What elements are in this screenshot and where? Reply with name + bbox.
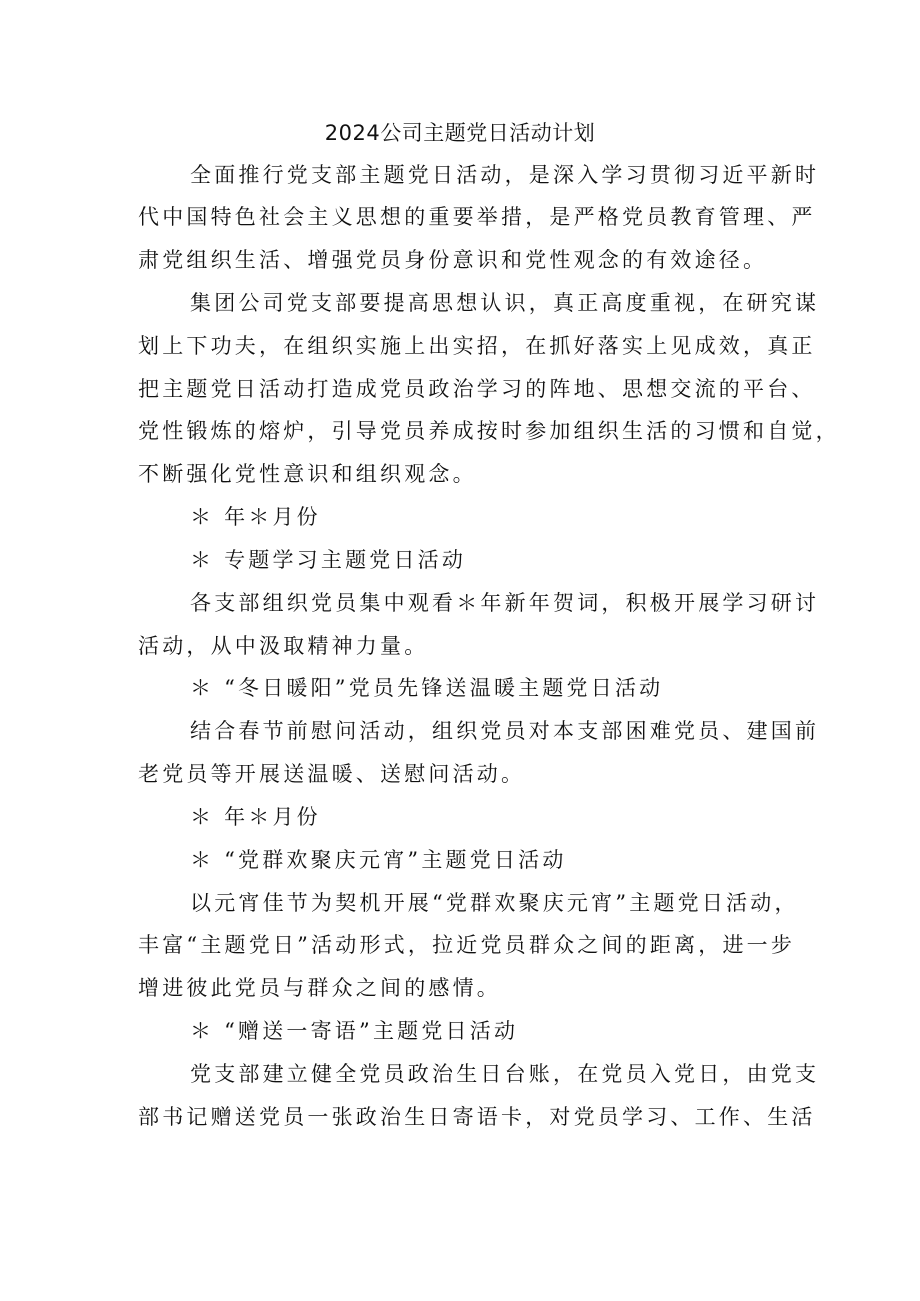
document-title: 2024公司主题党日活动计划 <box>324 121 596 145</box>
paragraph-line: 以元宵佳节为契机开展“党群欢聚庆元宵”主题党日活动， <box>190 891 799 915</box>
paragraph-line: 活动，从中汲取精神力量。 <box>138 634 429 658</box>
paragraph-line: 部书记赠送党员一张政治生日寄语卡，对党员学习、工作、生活 <box>138 1105 816 1129</box>
paragraph-line: 各支部组织党员集中观看＊年新年贺词，积极开展学习研讨 <box>190 591 820 615</box>
activity-heading: ＊ “冬日暖阳”党员先锋送温暖主题党日活动 <box>190 676 664 700</box>
paragraph-line: 党支部建立健全党员政治生日台账，在党员入党日，由党支 <box>190 1062 820 1086</box>
paragraph-line: 全面推行党支部主题党日活动，是深入学习贯彻习近平新时 <box>190 163 820 187</box>
section-heading: ＊ 年＊月份 <box>190 805 321 829</box>
paragraph-line: 增进彼此党员与群众之间的感情。 <box>138 976 501 1000</box>
paragraph-line: 把主题党日活动打造成党员政治学习的阵地、思想交流的平台、 <box>138 377 816 401</box>
paragraph-line: 结合春节前慰问活动，组织党员对本支部困难党员、建国前 <box>190 719 820 743</box>
paragraph-line: 丰富“主题党日”活动形式，拉近党员群众之间的距离，进一步 <box>138 933 796 957</box>
activity-heading: ＊ “党群欢聚庆元宵”主题党日活动 <box>190 848 567 872</box>
paragraph-line: 党性锻炼的熔炉，引导党员养成按时参加组织生活的习惯和自觉， <box>138 419 840 443</box>
activity-heading: ＊ “赠送一寄语”主题党日活动 <box>190 1019 519 1043</box>
paragraph-line: 划上下功夫，在组织实施上出实招，在抓好落实上见成效，真正 <box>138 334 816 358</box>
paragraph-line: 肃党组织生活、增强党员身份意识和党性观念的有效途径。 <box>138 248 768 272</box>
paragraph-line: 老党员等开展送温暖、送慰问活动。 <box>138 762 526 786</box>
activity-heading: ＊ 专题学习主题党日活动 <box>190 548 467 572</box>
section-heading: ＊ 年＊月份 <box>190 505 321 529</box>
paragraph-line: 集团公司党支部要提高思想认识，真正高度重视，在研究谋 <box>190 291 820 315</box>
paragraph-line: 不断强化党性意识和组织观念。 <box>138 462 477 486</box>
paragraph-line: 代中国特色社会主义思想的重要举措，是严格党员教育管理、严 <box>138 205 816 229</box>
